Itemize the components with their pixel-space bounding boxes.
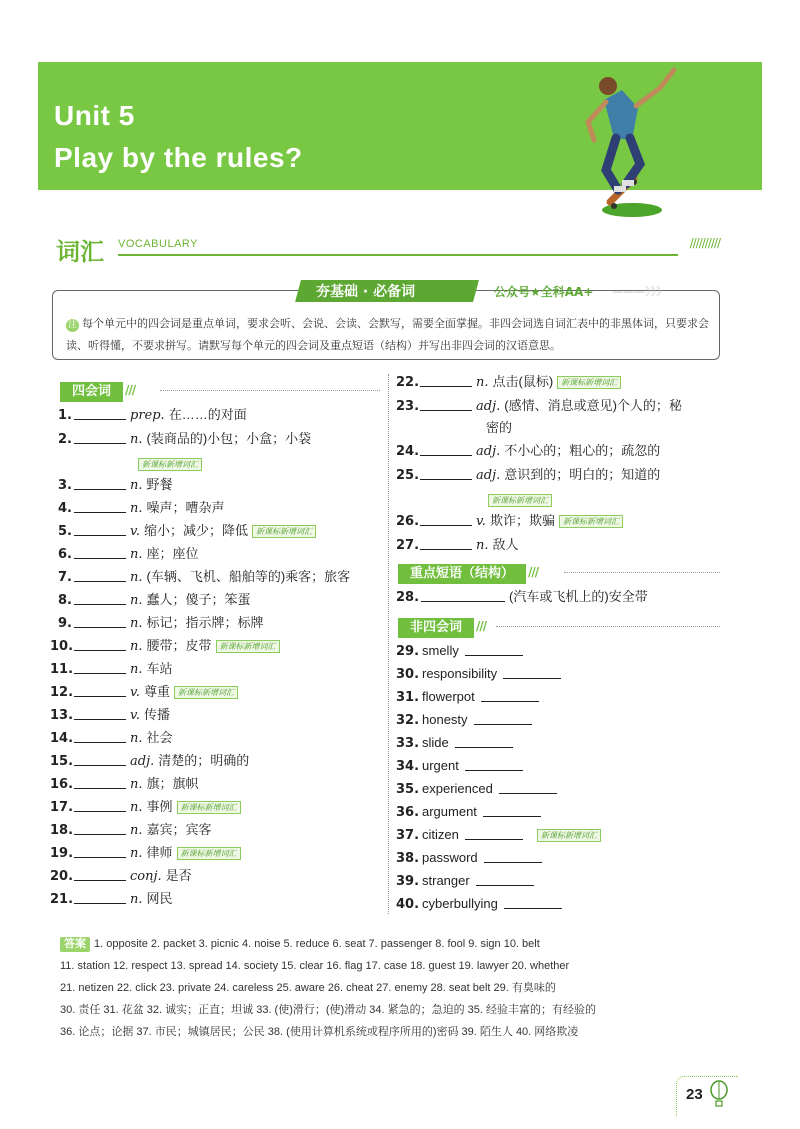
item-number: 21. [50, 892, 74, 907]
part-of-speech: n. [130, 662, 143, 677]
part-of-speech: n. [130, 892, 143, 907]
vocab-item-row [396, 373, 621, 392]
section-dots [160, 390, 380, 391]
non-four-item-row [396, 849, 542, 868]
vocab-item-row [396, 466, 660, 485]
part-of-speech: adj. [130, 754, 155, 769]
part-of-speech: v. [130, 524, 140, 539]
item-word: experienced [422, 781, 493, 796]
item-number: 33. [396, 736, 420, 751]
item-number: 18. [50, 823, 74, 838]
vocab-item-row [50, 499, 225, 518]
part-of-speech: n. [130, 501, 143, 516]
unit-number: Unit 5 [54, 100, 135, 131]
item-word: citizen [422, 827, 459, 842]
item-word: honesty [422, 712, 468, 727]
answer-blank[interactable] [74, 753, 126, 766]
item-number: 27. [396, 538, 420, 553]
item-meaning-continued [482, 419, 512, 438]
item-meaning: 旗；旗帜 [146, 776, 199, 791]
answer-blank[interactable] [74, 500, 126, 513]
answer-label: 答案 [60, 937, 90, 952]
item-meaning: 噪声；嘈杂声 [146, 500, 225, 515]
item-number: 4. [58, 501, 72, 516]
new-standard-tag: 新课标新增词汇 [177, 847, 241, 860]
item-meaning: 蠢人；傻子；笨蛋 [146, 592, 251, 607]
item-number: 13. [50, 708, 74, 723]
item-number: 17. [50, 800, 74, 815]
item-number: 16. [50, 777, 74, 792]
item-number: 23. [396, 399, 420, 414]
vocabulary-heading [56, 232, 720, 266]
part-of-speech: conj. [130, 869, 162, 884]
item-number: 7. [58, 570, 72, 585]
item-meaning: 是否 [165, 868, 192, 883]
non-four-item-row [396, 757, 523, 776]
item-number: 32. [396, 713, 420, 728]
answer-blank[interactable] [465, 758, 523, 771]
non-four-item-row [396, 734, 513, 753]
item-meaning: 嘉宾；宾客 [146, 822, 212, 837]
new-standard-tag-line [134, 453, 202, 472]
item-number: 36. [396, 805, 420, 820]
answer-blank[interactable] [74, 592, 126, 605]
answer-blank[interactable] [74, 776, 126, 789]
vocab-item-row [50, 637, 280, 656]
non-four-item-row [396, 688, 539, 707]
skateboarder-illustration [574, 60, 694, 220]
answer-blank[interactable] [74, 407, 126, 420]
answer-blank[interactable] [74, 615, 126, 628]
answer-blank[interactable] [465, 643, 523, 656]
vocab-item-row [50, 614, 264, 633]
part-of-speech: n. [130, 616, 143, 631]
item-word: flowerpot [422, 689, 475, 704]
section-four-skill-words [60, 380, 135, 400]
answer-line: 30. 责任 31. 花盆 32. 诚实；正直；坦诚 33. (使)滑行；(使)滑动 34. 紧急的；急迫的 35. 经验丰富的；有经验的 [60, 1004, 597, 1016]
new-standard-tag-line [484, 489, 552, 508]
item-number: 5. [58, 524, 72, 539]
item-word: smelly [422, 643, 459, 658]
vocab-item-row [50, 476, 173, 495]
item-word: urgent [422, 758, 459, 773]
non-four-item-row [396, 665, 561, 684]
answer-blank[interactable] [465, 827, 523, 840]
item-meaning: 标记；指示牌；标牌 [146, 615, 264, 630]
instruction-text [66, 313, 712, 357]
answer-blank[interactable] [483, 804, 541, 817]
item-number: 10. [50, 639, 74, 654]
item-word: password [422, 850, 478, 865]
answer-blank[interactable] [74, 684, 126, 697]
answer-blank[interactable] [481, 689, 539, 702]
item-number: 30. [396, 667, 420, 682]
part-of-speech: n. [476, 538, 489, 553]
vocabulary-title-en: VOCABULARY [118, 238, 198, 250]
item-meaning: 欺诈；欺骗 [489, 513, 555, 528]
part-of-speech: n. [130, 432, 143, 447]
item-number: 19. [50, 846, 74, 861]
section-key-phrases [398, 562, 538, 582]
answer-blank[interactable] [420, 398, 472, 411]
answer-blank[interactable] [499, 781, 557, 794]
part-of-speech: v. [130, 708, 140, 723]
answer-blank[interactable] [420, 513, 472, 526]
vocab-item-row [50, 729, 173, 748]
non-four-item-row [396, 780, 557, 799]
non-four-item-row [396, 803, 541, 822]
answer-blank[interactable] [420, 443, 472, 456]
item-meaning: 密的 [486, 420, 513, 435]
new-standard-tag: 新课标新增词汇 [559, 515, 623, 528]
item-word: responsibility [422, 666, 498, 681]
part-of-speech: prep. [130, 408, 165, 423]
item-number: 38. [396, 851, 420, 866]
item-number: 26. [396, 514, 420, 529]
item-number: 28. [396, 590, 420, 605]
vocab-item-row [50, 683, 238, 702]
unit-title: Play by the rules? [54, 142, 303, 173]
answer-blank[interactable] [421, 589, 505, 602]
vocab-item-row [50, 522, 316, 541]
vocab-item-row [50, 568, 350, 587]
item-meaning: 车站 [146, 661, 173, 676]
item-meaning: 野餐 [146, 477, 173, 492]
answer-blank[interactable] [74, 569, 126, 582]
vocab-item-row [50, 406, 247, 425]
part-of-speech: v. [130, 685, 140, 700]
part-of-speech: n. [130, 823, 143, 838]
answer-line: 21. netizen 22. click 23. private 24. careless 25. aware 26. cheat 27. enemy 28. seat belt 29. 有臭味的 [60, 982, 556, 994]
item-number: 40. [396, 897, 420, 912]
item-meaning: 缩小；减少；降低 [143, 523, 248, 538]
item-number: 31. [396, 690, 420, 705]
vocab-item-row [50, 821, 212, 840]
answer-line: 1. opposite 2. packet 3. picnic 4. noise 5. reduce 6. seat 7. passenger 8. fool 9. sign 10. belt [94, 938, 540, 950]
new-standard-tag: 新课标新增词汇 [252, 525, 316, 538]
answer-line: 36. 论点；论据 37. 市民；城镇居民；公民 38. (使用计算机系统或程序所用的)密码 39. 陌生人 40. 网络欺凌 [60, 1026, 579, 1038]
vocab-item-row [396, 512, 623, 531]
item-word: cyberbullying [422, 896, 498, 911]
item-meaning: (感情、消息或意见)个人的；秘 [504, 398, 682, 413]
non-four-item-row [396, 872, 534, 891]
item-meaning: 尊重 [143, 684, 170, 699]
item-meaning: (车辆、飞机、船舶等的)乘客；旅客 [146, 569, 351, 584]
vocab-item-row [396, 536, 519, 555]
item-number: 14. [50, 731, 74, 746]
vocab-item-row [396, 442, 660, 461]
part-of-speech: adj. [476, 444, 501, 459]
part-of-speech: v. [476, 514, 486, 529]
vocab-item-row [50, 752, 249, 771]
item-number: 25. [396, 468, 420, 483]
item-number: 29. [396, 644, 420, 659]
section-label: 重点短语（结构） [398, 564, 526, 584]
answer-blank[interactable] [455, 735, 513, 748]
part-of-speech: n. [130, 593, 143, 608]
new-standard-tag: 新课标新增词汇 [537, 829, 601, 842]
answer-blank[interactable] [476, 873, 534, 886]
vocab-item-row [396, 397, 682, 416]
non-four-item-row [396, 711, 532, 730]
item-meaning: 腰带；皮带 [146, 638, 212, 653]
item-word: slide [422, 735, 449, 750]
non-four-item-row [396, 895, 562, 914]
new-standard-tag: 新课标新增词汇 [138, 458, 202, 471]
item-word: argument [422, 804, 477, 819]
answer-blank[interactable] [74, 868, 126, 881]
item-meaning: 网民 [146, 891, 173, 906]
item-number: 37. [396, 828, 420, 843]
column-divider [388, 374, 389, 914]
item-number: 15. [50, 754, 74, 769]
item-meaning: 意识到的；明白的；知道的 [504, 467, 661, 482]
answer-blank[interactable] [503, 666, 561, 679]
item-meaning: 不小心的；粗心的；疏忽的 [504, 443, 661, 458]
item-meaning: 座；座位 [146, 546, 199, 561]
item-number: 1. [58, 408, 72, 423]
item-number: 20. [50, 869, 74, 884]
part-of-speech: n. [130, 846, 143, 861]
section-bars: /// [125, 383, 136, 397]
item-number: 34. [396, 759, 420, 774]
balloon-icon [708, 1080, 730, 1108]
vocabulary-title-cn: 词汇 [56, 238, 104, 266]
answer-blank[interactable] [74, 845, 126, 858]
vocab-item-row [50, 591, 251, 610]
non-four-item-row [396, 642, 523, 661]
answer-blank[interactable] [74, 707, 126, 720]
item-meaning: 敌人 [492, 537, 519, 552]
answer-blank[interactable] [74, 891, 126, 904]
answer-blank[interactable] [474, 712, 532, 725]
section-label: 非四会词 [398, 618, 474, 638]
item-word: stranger [422, 873, 470, 888]
page-number: 23 [686, 1086, 703, 1103]
answer-blank[interactable] [74, 523, 126, 536]
item-meaning: 律师 [146, 845, 173, 860]
item-meaning: 点击(鼠标) [492, 374, 554, 389]
note-icon: 注 [67, 320, 77, 330]
answer-line: 11. station 12. respect 13. spread 14. society 15. clear 16. flag 17. case 18. guest 19. lawyer 20. whether [60, 960, 570, 972]
answer-blank[interactable] [74, 730, 126, 743]
item-number: 2. [58, 432, 72, 447]
item-number: 22. [396, 375, 420, 390]
vocab-item-row [50, 798, 241, 817]
answer-blank[interactable] [74, 822, 126, 835]
answer-blank[interactable] [504, 896, 562, 909]
item-number: 12. [50, 685, 74, 700]
answer-key [60, 933, 740, 1043]
item-meaning: 传播 [143, 707, 170, 722]
heading-slashes: ////////// [689, 236, 720, 250]
watermark-text: 公众号★全科AA+ [494, 285, 594, 299]
section-dots [564, 572, 720, 573]
item-number: 6. [58, 547, 72, 562]
new-standard-tag: 新课标新增词汇 [177, 801, 241, 814]
item-number: 39. [396, 874, 420, 889]
part-of-speech: n. [130, 800, 143, 815]
part-of-speech: n. [130, 639, 143, 654]
answer-blank[interactable] [420, 537, 472, 550]
answer-blank[interactable] [74, 477, 126, 490]
item-number: 11. [50, 662, 74, 677]
vocab-item-row [50, 890, 173, 909]
item-meaning: 社会 [146, 730, 173, 745]
vocab-item-row [50, 660, 173, 679]
item-meaning: 事例 [146, 799, 173, 814]
answer-blank[interactable] [420, 374, 472, 387]
instruction-body: 每个单元中的四会词是重点单词，要求会听、会说、会读、会默写，需要全面掌握。非四会词选自词汇表中的非黑体词，只要求会读、听得懂，不要求拼写。请默写每个单元的四会词及重点短语（结构）并写出非四会词的汉语意思。 [66, 317, 709, 352]
vocab-item-row [50, 844, 241, 863]
phrase-row [396, 588, 648, 607]
section-tab-title: 夯基础 · 必备词 [316, 284, 416, 300]
item-meaning: 清楚的；明确的 [158, 753, 250, 768]
new-standard-tag: 新课标新增词汇 [557, 376, 621, 389]
part-of-speech: n. [130, 731, 143, 746]
answer-blank[interactable] [74, 638, 126, 651]
part-of-speech: n. [130, 547, 143, 562]
item-number: 35. [396, 782, 420, 797]
new-standard-tag: 新课标新增词汇 [174, 686, 238, 699]
vocab-item-row [50, 775, 199, 794]
vocab-item-row [50, 706, 170, 725]
item-meaning: (汽车或飞机上的)安全带 [509, 589, 648, 604]
section-non-four-skill-words [398, 616, 486, 636]
new-standard-tag: 新课标新增词汇 [216, 640, 280, 653]
answer-blank[interactable] [420, 467, 472, 480]
part-of-speech: n. [130, 777, 143, 792]
vocab-item-row [50, 545, 199, 564]
section-bars: /// [476, 619, 487, 633]
answer-blank[interactable] [74, 799, 126, 812]
part-of-speech: n. [130, 570, 143, 585]
item-meaning: (装商品的)小包；小盒；小袋 [146, 431, 312, 446]
answer-blank[interactable] [74, 661, 126, 674]
item-number: 8. [58, 593, 72, 608]
item-number: 3. [58, 478, 72, 493]
item-number: 24. [396, 444, 420, 459]
part-of-speech: n. [476, 375, 489, 390]
section-label: 四会词 [60, 382, 123, 402]
item-number: 9. [58, 616, 72, 631]
heading-rule [118, 254, 678, 256]
answer-blank[interactable] [74, 546, 126, 559]
answer-blank[interactable] [74, 431, 126, 444]
vocab-item-row [50, 430, 311, 449]
tab-arrows: ———》》》 [612, 285, 667, 298]
non-four-item-row [396, 826, 601, 845]
new-standard-tag: 新课标新增词汇 [488, 494, 552, 507]
part-of-speech: adj. [476, 468, 501, 483]
item-meaning: 在……的对面 [168, 407, 247, 422]
part-of-speech: n. [130, 478, 143, 493]
section-bars: /// [528, 565, 539, 579]
answer-blank[interactable] [484, 850, 542, 863]
part-of-speech: adj. [476, 399, 501, 414]
vocab-item-row [50, 867, 192, 886]
section-dots [496, 626, 720, 627]
